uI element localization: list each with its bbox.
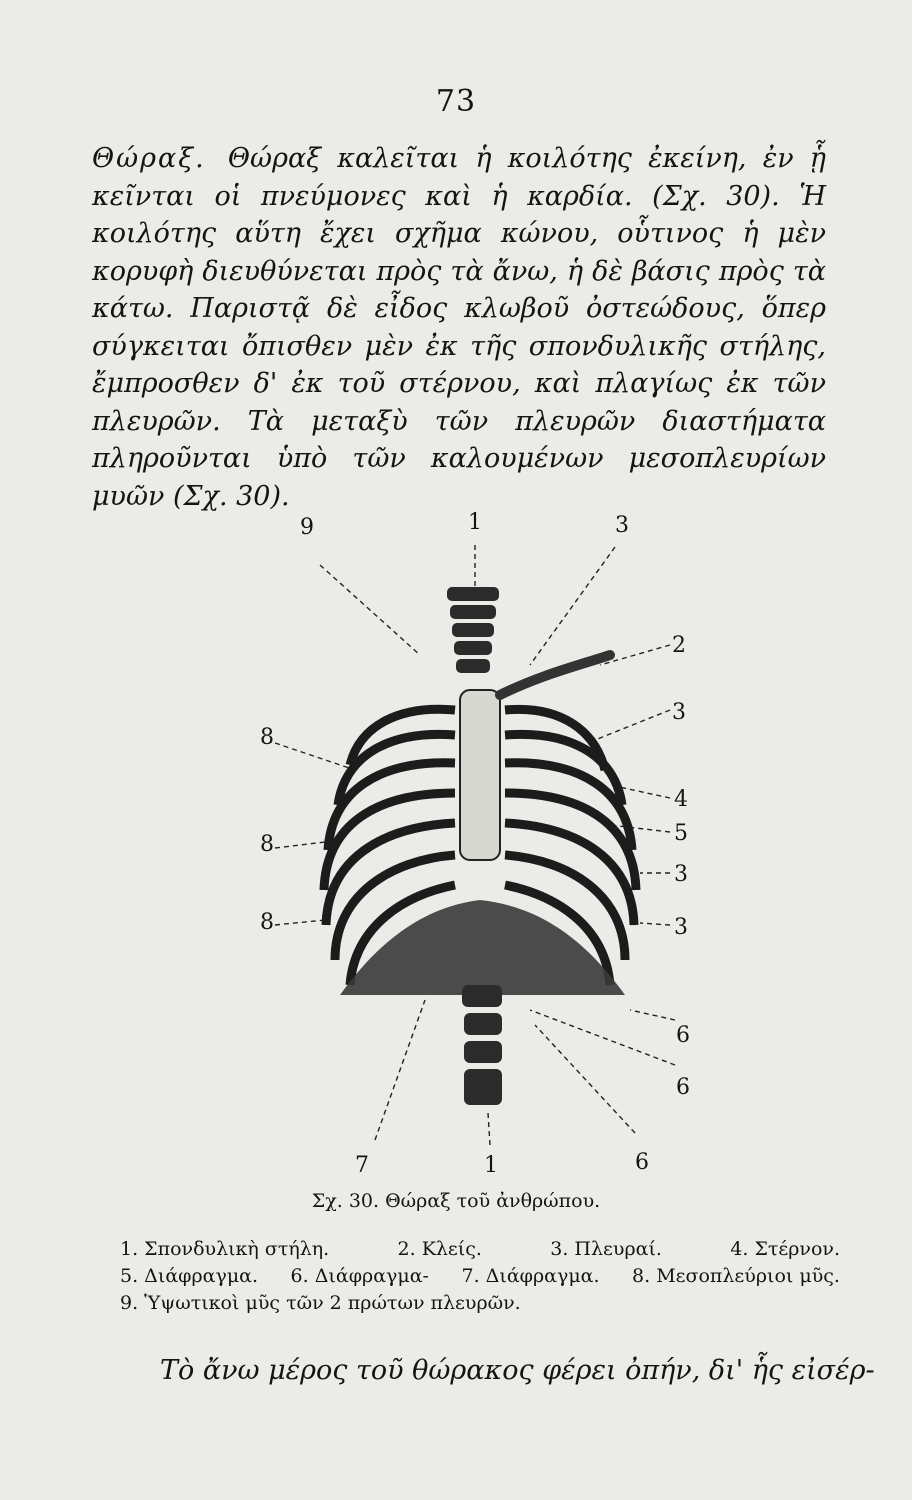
legend-item-6: 6. Διάφραγμα-: [290, 1265, 429, 1287]
label-6-right-a: 6: [676, 1023, 690, 1048]
label-1-bottom: 1: [484, 1153, 498, 1178]
legend-row-1: [120, 1236, 840, 1263]
legend-row-2: [120, 1263, 840, 1290]
label-3-top: 3: [615, 513, 629, 538]
label-7-bottom: 7: [355, 1153, 369, 1178]
legend-item-2: 2. Κλείς.: [397, 1238, 482, 1260]
label-1-top: 1: [468, 510, 482, 535]
final-line: Τὸ ἄνω μέρος τοῦ θώρακος φέρει ὀπήν, δι' ἧς εἰσέρ-: [160, 1355, 875, 1386]
legend-item-4: 4. Στέρνον.: [730, 1238, 840, 1260]
label-4-right: 4: [674, 787, 688, 812]
label-6-right-b: 6: [676, 1075, 690, 1100]
paragraph-text: Θώραξ καλεῖται ἡ κοιλότης ἐκείνη, ἐν ᾗ κεῖνται οἱ πνεύμονες καὶ ἡ καρδία. (Σχ. 30). Ἡ κοιλότης αὕτη ἔχει σχῆμα κώνου, οὗτινος ἡ μὲν κορυφὴ διευθύνεται πρὸς τὰ ἄνω, ἡ δὲ βάσις πρὸς τὰ κάτω. Παριστᾷ δὲ εἶδος κλωβοῦ ὀστεώδους, ὅπερ σύγκειται ὄπισθεν μὲν ἐκ τῆς σπονδυλικῆς στήλης, ἔμπροσθεν δ' ἐκ τοῦ στέρνου, καὶ πλαγίως ἐκ τῶν πλευρῶν. Τὰ μεταξὺ τῶν πλευρῶν διαστήματα πληροῦνται ὑπὸ τῶν καλουμένων μεσοπλευρίων μυῶν (Σχ. 30).: [92, 143, 826, 512]
thorax-figure: [230, 505, 700, 1185]
page-number: 73: [435, 84, 477, 119]
label-5-right: 5: [674, 821, 688, 846]
legend-item-1: 1. Σπονδυλικὴ στήλη.: [120, 1238, 330, 1260]
legend-item-3: 3. Πλευραί.: [550, 1238, 662, 1260]
legend-item-7: 7. Διάφραγμα.: [461, 1265, 600, 1287]
label-8-left-a: 8: [260, 725, 274, 750]
figure-caption: Σχ. 30. Θώραξ τοῦ ἀνθρώπου.: [311, 1190, 601, 1212]
label-2-right: 2: [672, 633, 686, 658]
label-8-left-c: 8: [260, 910, 274, 935]
body-paragraph: [92, 140, 826, 515]
label-9-top: 9: [300, 515, 314, 540]
thorax-illustration: [230, 505, 700, 1185]
label-8-left-b: 8: [260, 832, 274, 857]
label-3-right-a: 3: [672, 700, 686, 725]
paragraph-lead: Θώραξ.: [92, 143, 206, 174]
figure-legend: [120, 1236, 840, 1317]
label-3-right-b: 3: [674, 862, 688, 887]
legend-row-3: [120, 1290, 840, 1317]
legend-item-8: 8. Μεσοπλεύριοι μῦς.: [632, 1265, 840, 1287]
legend-item-9: 9. Ὑψωτικοὶ μῦς τῶν 2 πρώτων πλευρῶν.: [120, 1292, 521, 1314]
label-6-bottom: 6: [635, 1150, 649, 1175]
label-3-right-c: 3: [674, 915, 688, 940]
legend-item-5: 5. Διάφραγμα.: [120, 1265, 259, 1287]
